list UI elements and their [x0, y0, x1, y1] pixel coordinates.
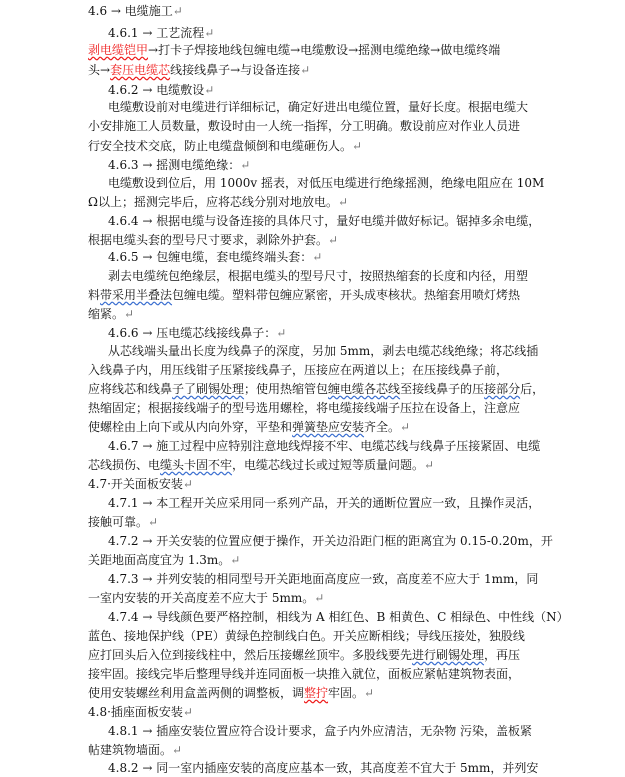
text-run: 帖建筑物墙面。 — [88, 743, 173, 757]
spelling-mark: 整拧 — [304, 686, 329, 700]
paragraph-mark: ↵ — [424, 458, 435, 472]
text-line-l04 — [88, 63, 310, 79]
grammar-mark: 接部分 — [484, 382, 521, 396]
text-run: 线接线鼻子→与设备连接 — [170, 63, 301, 77]
text-run: 4.6.2 → 电缆敷设 — [108, 83, 205, 97]
text-run: 一室内安装的开关高度差不应大于 5mm。 — [88, 591, 315, 605]
text-line-l29 — [108, 534, 553, 550]
text-line-l38 — [88, 705, 193, 721]
text-run: 至接线鼻子的压 — [400, 382, 485, 396]
text-line-l25 — [88, 458, 434, 474]
paragraph-mark: ↵ — [172, 4, 183, 18]
text-line-l41 — [108, 761, 538, 777]
grammar-mark: 子了刷锡处理 — [172, 382, 245, 396]
text-run: 从芯线端头量出长度为线鼻子的深度，另加 5mm，剥去电缆芯线绝缘；将芯线插 — [108, 344, 539, 358]
grammar-mark: 弹簧垫应安装 — [292, 420, 365, 434]
text-run: 4.7·开关面板安装 — [88, 477, 183, 491]
text-run: 4.6.7 → 施工过程中应特别注意地线焊接不牢、电缆芯线与线鼻子压接紧固、电缆 — [108, 439, 541, 453]
text-line-l22 — [88, 401, 520, 417]
paragraph-mark: ↵ — [204, 26, 215, 40]
paragraph-mark: ↵ — [400, 420, 411, 434]
text-run: 4.7.1 → 本工程开关应采用同一系列产品，开关的通断位置应一致，且操作灵活， — [108, 496, 541, 510]
grammar-mark: 进行刷锡处理 — [412, 648, 485, 662]
text-line-l33 — [108, 610, 569, 626]
text-run: 4.8.2 → 同一室内插座安装的高度应基本一致，其高度差不宜大于 5mm，并列安 — [108, 761, 539, 775]
text-run: Ω以上；摇测完毕后，应将芯线分别对地放电。 — [88, 195, 338, 209]
paragraph-mark: ↵ — [182, 705, 193, 719]
paragraph-mark: ↵ — [182, 477, 193, 491]
grammar-mark: 缆头卡固不牢 — [160, 458, 233, 472]
text-run: 芯线损伤、电 — [88, 458, 161, 472]
text-run: 小安排施工人员数量，敷设时由一人统一指挥，分工明确。敷设前应对作业人员进 — [88, 119, 521, 133]
text-line-l31 — [108, 572, 538, 588]
text-line-l39 — [108, 724, 532, 740]
text-run: 剥去电缆统包绝缘层，根据电缆头的型号尺寸，按照热缩套的长度和内径，用塑 — [108, 269, 529, 283]
text-run: 4.6 → 电缆施工 — [88, 4, 173, 18]
text-line-l16 — [88, 288, 520, 304]
text-line-l08 — [88, 139, 362, 155]
text-run: 4.7.4 → 导线颜色要严格控制，相线为 A 相红色、B 相黄色、C 相绿色、中性线（N） — [108, 610, 569, 624]
text-run: 根据电缆头套的型号尺寸要求，剥除外护套。 — [88, 233, 329, 247]
text-run: 行安全技术交底，防止电缆盘倾倒和电缆砸伤人。 — [88, 139, 353, 153]
text-line-l26 — [88, 477, 193, 493]
text-run: 4.7.3 → 并列安装的相同型号开关距地面高度应一致，高度差不应大于 1mm，同 — [108, 572, 539, 586]
text-line-l40 — [88, 743, 182, 759]
text-run: 料 — [88, 288, 101, 302]
text-run: 包缠电缆。塑料带包缠应紧密，开头成枣核状。热缩套用喷灯烤热 — [172, 288, 521, 302]
text-line-l02 — [108, 26, 214, 42]
text-run: 牢固。 — [328, 686, 365, 700]
paragraph-mark: ↵ — [124, 307, 135, 321]
text-run: 4.8.1 → 插座安装位置应符合设计要求，盒子内外应清洁，无杂物 污染，盖板紧 — [108, 724, 533, 738]
spelling-mark: 套压电缆芯 — [110, 63, 171, 77]
text-line-l32 — [88, 591, 324, 607]
text-run: 入线鼻子内，用压线钳子压紧接线鼻子，压接应在两道以上；在压接线鼻子前， — [88, 363, 509, 377]
grammar-mark: 缠电缆各芯线 — [328, 382, 401, 396]
text-line-l15 — [108, 269, 528, 285]
text-line-l01 — [88, 4, 183, 20]
text-line-l13 — [88, 233, 338, 249]
text-run: 使用安装螺丝利用盒盖两侧的调整板，调 — [88, 686, 305, 700]
text-line-l05 — [108, 83, 214, 99]
text-run: ；使用热缩管包 — [244, 382, 329, 396]
text-run: 应打回头后入位到接线柱中，然后压接螺丝顶牢。多股线要先 — [88, 648, 413, 662]
paragraph-mark: ↵ — [240, 158, 251, 172]
text-run: 后， — [520, 382, 545, 396]
paragraph-mark: ↵ — [314, 591, 325, 605]
text-line-l03 — [88, 43, 500, 59]
spelling-mark: 剥电缆铠甲 — [88, 43, 149, 57]
text-run: 关距地面高度宜为 1.3m。 — [88, 553, 231, 567]
text-run: 4.8·插座面板安装 — [88, 705, 183, 719]
paragraph-mark: ↵ — [328, 233, 339, 247]
text-line-l11 — [88, 195, 348, 211]
text-line-l34 — [88, 629, 525, 645]
paragraph-mark: ↵ — [300, 63, 311, 77]
text-run: 使螺栓由上向下或从内向外穿，平垫和 — [88, 420, 293, 434]
text-line-l28 — [88, 515, 158, 531]
paragraph-mark: ↵ — [352, 139, 363, 153]
text-run: 齐全。 — [364, 420, 401, 434]
paragraph-mark: ↵ — [337, 195, 349, 209]
text-run: 缩紧。 — [88, 307, 125, 321]
paragraph-mark: ↵ — [172, 743, 183, 757]
paragraph-mark: ↵ — [230, 553, 241, 567]
text-run: 4.6.4 → 根据电缆与设备连接的具体尺寸，量好电缆并做好标记。锯掉多余电缆， — [108, 214, 541, 228]
text-run: →打卡子焊接地线包缠电缆→电缆敷设→摇测电缆绝缘→做电缆终端 — [148, 43, 501, 57]
text-line-l36 — [88, 667, 520, 683]
text-run: 4.6.3 → 摇测电缆绝缘： — [108, 158, 241, 172]
text-line-l20 — [88, 363, 508, 379]
paragraph-mark: ↵ — [312, 250, 323, 264]
paragraph-mark: ↵ — [204, 83, 215, 97]
text-line-l17 — [88, 307, 134, 323]
text-run: 电缆敷设前对电缆进行详细标记，确定好进出电缆位置，量好长度。根据电缆大 — [108, 100, 529, 114]
text-line-l30 — [88, 553, 240, 569]
text-line-l14 — [108, 250, 322, 266]
text-line-l24 — [108, 439, 540, 455]
text-line-l12 — [108, 214, 540, 230]
text-line-l21 — [88, 382, 544, 398]
paragraph-mark: ↵ — [276, 326, 287, 340]
text-run: 热缩固定；根据接线端子的型号选用螺栓，将电缆接线端子压拉在设备上，注意应 — [88, 401, 521, 415]
text-run: 4.6.6 → 压电缆芯线接线鼻子： — [108, 326, 277, 340]
text-line-l19 — [108, 344, 538, 360]
paragraph-mark: ↵ — [148, 515, 159, 529]
text-line-l10 — [108, 176, 544, 192]
text-run: 应将线芯和线鼻 — [88, 382, 173, 396]
text-run: 4.6.1 → 工艺流程 — [108, 26, 205, 40]
text-line-l09 — [108, 158, 250, 174]
text-run: ，电缆芯线过长或过短等质量问题。 — [232, 458, 425, 472]
text-line-l23 — [88, 420, 410, 436]
text-run: 接牢固。接线完毕后整理导线并连同面板一块推入就位，面板应紧帖建筑物表面， — [88, 667, 521, 681]
text-line-l35 — [88, 648, 520, 664]
text-run: 4.6.5 → 包缠电缆，套电缆终端头套： — [108, 250, 313, 264]
text-line-l27 — [108, 496, 540, 512]
text-line-l18 — [108, 326, 286, 342]
paragraph-mark: ↵ — [364, 686, 375, 700]
text-run: 接触可靠。 — [88, 515, 149, 529]
text-run: 头→ — [88, 63, 111, 77]
text-run: ，再压 — [484, 648, 521, 662]
text-run: 4.7.2 → 开关安装的位置应便于操作，开关边沿距门框的距离宜为 0.15-0.20m，开 — [108, 534, 553, 548]
text-line-l37 — [88, 686, 374, 702]
text-run: 电缆敷设到位后，用 1000v 摇表，对低压电缆进行绝缘摇测，绝缘电阻应在 10M — [108, 176, 545, 190]
text-line-l06 — [108, 100, 528, 116]
grammar-mark: 带采用半叠法 — [100, 288, 173, 302]
text-run: 蓝色、接地保护线（PE）黄绿色控制线白色。开关应断相线；导线压接处，独股线 — [88, 629, 525, 643]
text-line-l07 — [88, 119, 520, 135]
